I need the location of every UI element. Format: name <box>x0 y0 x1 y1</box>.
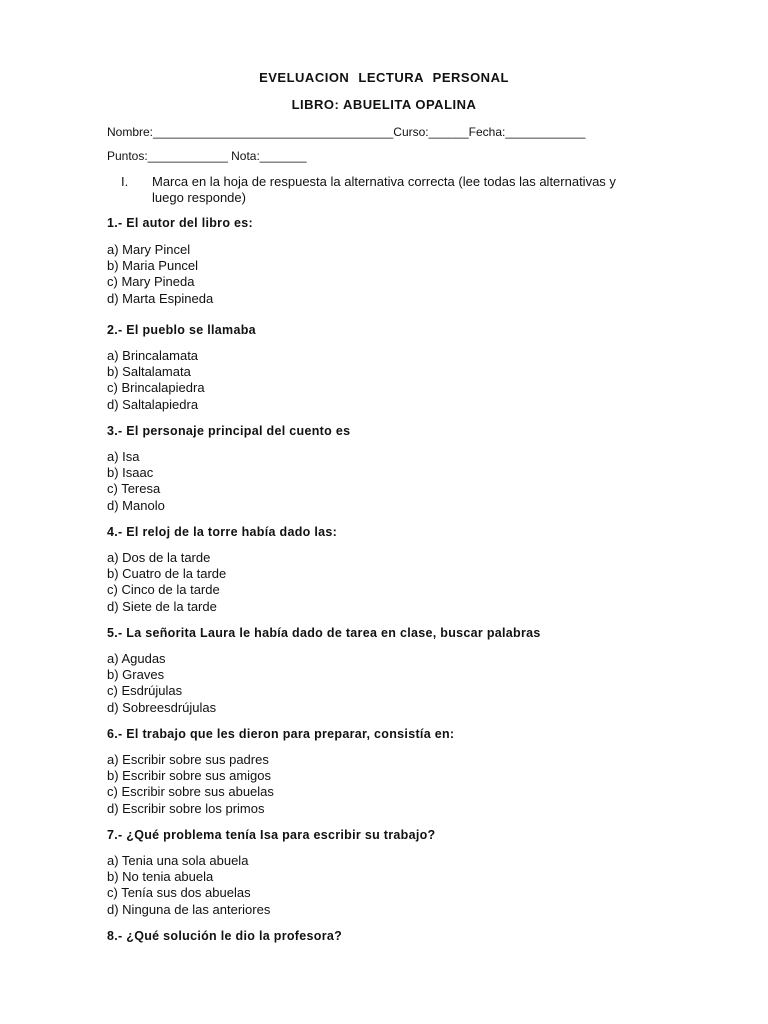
question-2-options <box>107 348 205 413</box>
option: a) Escribir sobre sus padres <box>107 752 269 767</box>
option: d) Saltalapiedra <box>107 396 199 412</box>
option: d) Siete de la tarde <box>107 598 217 614</box>
question-6-options <box>107 752 274 817</box>
score-line: Puntos:____________ Nota:_______ <box>107 149 307 163</box>
option: b) No tenia abuela <box>107 869 214 885</box>
question-3: 3.- El personaje principal del cuento es <box>107 424 351 438</box>
option: b) Graves <box>107 667 165 683</box>
option: b) Isaac <box>107 465 154 481</box>
option: a) Brincalamata <box>107 348 199 363</box>
question-1-options <box>107 242 213 307</box>
option: a) Mary Pincel <box>107 242 191 257</box>
option: c) Mary Pineda <box>107 274 195 290</box>
book-title: LIBRO: ABUELITA OPALINA <box>291 97 477 112</box>
option: c) Esdrújulas <box>107 683 183 699</box>
option: a) Isa <box>107 449 140 464</box>
question-5-options <box>107 651 216 716</box>
option: a) Agudas <box>107 651 166 666</box>
option: c) Brincalapiedra <box>107 380 205 396</box>
question-4-options <box>107 550 226 615</box>
option: d) Ninguna de las anteriores <box>107 901 271 917</box>
question-4: 4.- El reloj de la torre había dado las: <box>107 525 338 539</box>
student-info-line: Nombre:____________________________________Curso:______Fecha:____________ <box>107 125 586 139</box>
question-1: 1.- El autor del libro es: <box>107 216 254 230</box>
option: d) Marta Espineda <box>107 290 214 306</box>
question-3-options <box>107 449 165 514</box>
question-2: 2.- El pueblo se llamaba <box>107 323 256 337</box>
option: d) Escribir sobre los primos <box>107 800 265 816</box>
option: b) Maria Puncel <box>107 258 199 274</box>
option: c) Tenía sus dos abuelas <box>107 885 251 901</box>
question-8: 8.- ¿Qué solución le dio la profesora? <box>107 929 343 943</box>
instruction-text: Marca en la hoja de respuesta la alternativa correcta (lee todas las alternativas y luego responde) <box>152 174 616 205</box>
question-7-options <box>107 853 270 918</box>
instruction-number: I. <box>121 174 129 189</box>
option: d) Manolo <box>107 497 165 513</box>
question-7: 7.- ¿Qué problema tenía Isa para escribir su trabajo? <box>107 828 436 842</box>
option: b) Cuatro de la tarde <box>107 566 227 582</box>
option: a) Dos de la tarde <box>107 550 211 565</box>
option: b) Escribir sobre sus amigos <box>107 768 271 784</box>
option: d) Sobreesdrújulas <box>107 699 217 715</box>
question-6: 6.- El trabajo que les dieron para preparar, consistía en: <box>107 727 455 741</box>
option: c) Escribir sobre sus abuelas <box>107 784 274 800</box>
option: c) Teresa <box>107 481 161 497</box>
option: b) Saltalamata <box>107 364 191 380</box>
option: a) Tenia una sola abuela <box>107 853 249 868</box>
question-5: 5.- La señorita Laura le había dado de tarea en clase, buscar palabras <box>107 626 541 640</box>
option: c) Cinco de la tarde <box>107 582 220 598</box>
document-title: EVELUACION LECTURA PERSONAL <box>259 70 509 85</box>
